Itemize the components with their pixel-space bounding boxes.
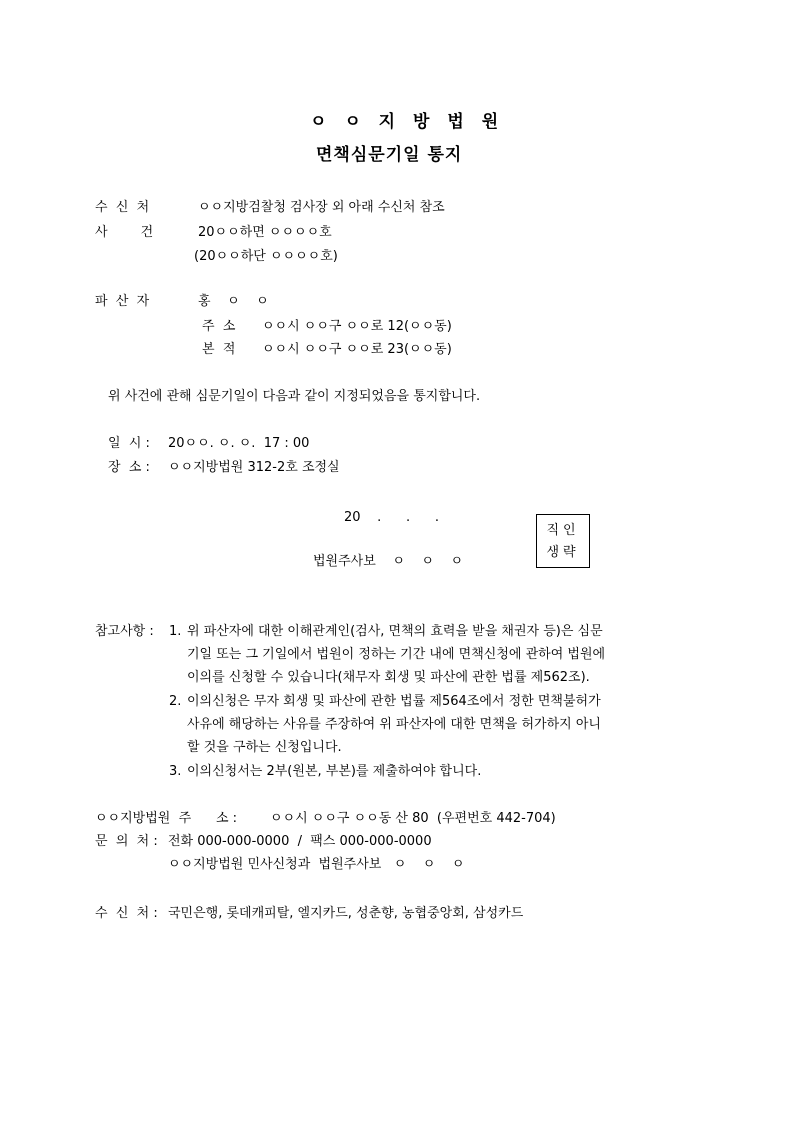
inquiry-department: ㅇㅇ지방법원 민사신청과 법원주사보 ㅇ ㅇ ㅇ — [168, 857, 465, 872]
address-label: 주 소 — [202, 319, 236, 334]
bankrupt-label: 파 산 자 — [95, 294, 150, 309]
domicile-value: ㅇㅇ시 ㅇㅇ구 ㅇㅇ로 23(ㅇㅇ동) — [262, 342, 452, 357]
court-address-label: ㅇㅇ지방법원 주 소 : — [95, 811, 238, 826]
seal-omitted-stamp — [536, 514, 590, 568]
inquiry-phone: 전화 000-000-0000 / 팩스 000-000-0000 — [168, 834, 432, 849]
case-subnumber: (20ㅇㅇ하단 ㅇㅇㅇㅇ호) — [194, 249, 338, 264]
date-value: 20ㅇㅇ. ㅇ. ㅇ. 17 : 00 — [168, 436, 310, 451]
domicile-label: 본 적 — [202, 342, 236, 357]
note-2-line-1: 이의신청은 무자 회생 및 파산에 관한 법률 제564조에서 정한 면책불허가 — [187, 694, 601, 709]
note-3-number: 3. — [169, 764, 182, 779]
note-1-line-1: 위 파산자에 대한 이해관계인(검사, 면책의 효력을 받을 채권자 등)은 심문 — [187, 624, 603, 639]
court-name: ㅇ ㅇ 지 방 법 원 — [310, 112, 505, 132]
bankrupt-name: 홍 ㅇ ㅇ — [198, 294, 269, 309]
court-address-value: ㅇㅇ시 ㅇㅇ구 ㅇㅇ동 산 80 (우편번호 442-704) — [270, 811, 556, 826]
place-label: 장 소 : — [108, 460, 150, 475]
case-number: 20ㅇㅇ하면 ㅇㅇㅇㅇ호 — [198, 225, 332, 240]
note-1-line-3: 이의를 신청할 수 있습니다(채무자 회생 및 파산에 관한 법률 제562조). — [187, 670, 590, 685]
place-value: ㅇㅇ지방법원 312-2호 조정실 — [168, 460, 340, 475]
signature-date: 20 . . . — [344, 510, 440, 525]
stamp-line-1: 직인 — [546, 523, 580, 538]
address-value: ㅇㅇ시 ㅇㅇ구 ㅇㅇ로 12(ㅇㅇ동) — [262, 319, 452, 334]
recipients-label: 수 신 처 : — [95, 906, 158, 921]
recipient-value: ㅇㅇ지방검찰청 검사장 외 아래 수신처 참조 — [198, 200, 445, 215]
stamp-line-2: 생략 — [546, 545, 580, 560]
note-3-line-1: 이의신청서는 2부(원본, 부본)를 제출하여야 합니다. — [187, 764, 482, 779]
recipient-label: 수 신 처 — [95, 200, 150, 215]
note-2-number: 2. — [169, 694, 182, 709]
case-label: 사 건 — [95, 225, 154, 240]
note-1-number: 1. — [169, 624, 182, 639]
document-title: 면책심문기일 통지 — [316, 145, 463, 165]
note-1-line-2: 기일 또는 그 기일에서 법원이 정하는 기간 내에 면책신청에 관하여 법원에 — [187, 647, 606, 662]
notes-label: 참고사항 : — [95, 624, 154, 639]
notice-text: 위 사건에 관해 심문기일이 다음과 같이 지정되었음을 통지합니다. — [108, 389, 481, 404]
court-officer: 법원주사보 ㅇ ㅇ ㅇ — [313, 554, 464, 569]
note-2-line-3: 할 것을 구하는 신청입니다. — [187, 740, 342, 755]
inquiry-label: 문 의 처 : — [95, 834, 158, 849]
date-label: 일 시 : — [108, 436, 150, 451]
note-2-line-2: 사유에 해당하는 사유를 주장하여 위 파산자에 대한 면책을 허가하지 아니 — [187, 717, 601, 732]
recipients-value: 국민은행, 롯데캐피탈, 엘지카드, 성춘향, 농협중앙회, 삼성카드 — [168, 906, 524, 921]
